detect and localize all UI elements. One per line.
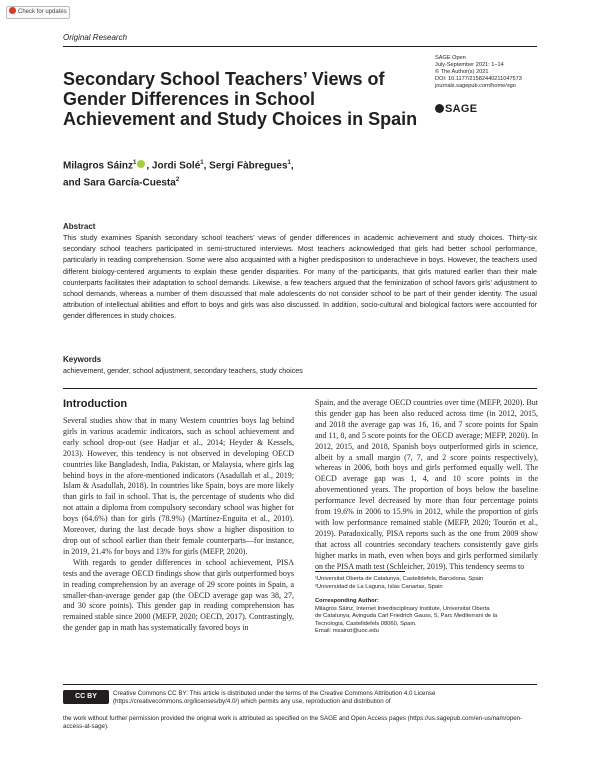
author-name[interactable]: and Sara García-Cuesta	[63, 177, 176, 189]
abstract-text: This study examines Spanish secondary school teachers’ views of gender differences in academic achievement and study choices. Thirty-six secondary school teachers participated in semi-structured interviews. Most teachers acknowledged that girls had better school performance, particularly in reading comprehension. Some were also acquainted with a higher predisposition to underachieve in boys. However, the teachers used different biology-centered arguments to explain these gender disparities. For many of the participants, that girls matured earlier than their male counterparts facilitates their adaptation to school demands. Likewise, a few teachers argued that the feminization of school favors girls’ adjustment to school demands, whereas a number of them discussed that male adolescents do not consider school to be part of their gender identity. The usual attribution of intellectual abilities and effort to boys and girls was also discussed. In addition, socio-cultural and biological factors were accounted for gender differences in study choices.	[63, 234, 537, 321]
sage-logo-icon	[435, 104, 444, 113]
affiliation-mark: 1	[200, 160, 204, 166]
section-label: Original Research	[63, 33, 128, 42]
affiliation-2: ²Universidad de La Laguna, Islas Canarias, Spain	[315, 583, 443, 590]
keywords-text: achievement, gender, school adjustment, secondary teachers, study choices	[63, 367, 303, 375]
keywords-heading: Keywords	[63, 355, 102, 364]
intro-paragraph-2: With regards to gender differences in school achievement, PISA tests and the average OECD findings show that girls outperformed boys in reading comprehension by an average of 29 score points in Spain, a smaller-than-average gender gap (the OECD average gap was 38, 27, and 30 score points). This gender gap in reading comprehension has remained stable since 2000 (MEFP, 2020; OECD, 2017). Contrastingly, the gender gap in math has systematically favored boys in	[63, 557, 294, 633]
orcid-icon[interactable]	[137, 160, 145, 168]
affiliations	[315, 576, 537, 591]
journal-meta	[435, 55, 545, 90]
affiliation-mark: 2	[175, 177, 180, 184]
meta-url[interactable]: journals.sagepub.com/home/sgo	[435, 83, 516, 89]
affiliation-mark: 1	[133, 160, 137, 166]
check-badge-label: Check for updates	[18, 9, 67, 15]
meta-issue: July-September 2021: 1–14	[435, 62, 504, 68]
author-name[interactable]: , Sergi Fàbregues	[203, 160, 288, 172]
footnote-divider	[315, 571, 405, 572]
keywords-divider	[63, 388, 537, 389]
author-name[interactable]: Milagros Sáinz	[63, 160, 134, 172]
author-list	[63, 156, 403, 191]
article-title: Secondary School Teachers’ Views of Gender Differences in School Achievement and Study Choices in Spain	[63, 69, 418, 129]
cc-by-badge[interactable]: CC BY	[63, 690, 109, 704]
right-column-text: Spain, and the average OECD countries over time (MEFP, 2020). But this gender gap has been also reduced across time (in 2012, 2015, and 2018 the average gap was 16, 16, and 7 score points for Spain and 11, 8, and 5 score points for the OECD average; MEFP, 2020). In 2012, 2015, and 2018, Spanish boys outperformed girls in science, albeit by a small margin (7, 7, and 2 score points respectively), whereas in 2006, both boys and girls performed equally well. The OECD average gap was 1, 4, and 10 score points in the abovementioned years. The proportion of boys below the baseline performance level decreased by more than four percentage points from 19.6% in 2006 to 15.9% in 2012, while the proportion of girls with low performance remained stable (MEFP, 2020; Tourón et al., 2019). Paradoxically, PISA reports such as the one from 2009 show that across all countries secondary teachers consistently gave girls higher marks in math, even when boys and girls performed similarly on the PISA math test (Schleicher, 2019). This tendency seems to	[315, 398, 538, 571]
corresponding-line: Milagros Sáinz, Internet Interdisciplinary Institute, Universitat Oberta	[315, 605, 490, 612]
affiliation-mark: 1	[287, 160, 291, 166]
header-divider	[63, 46, 537, 47]
check-icon	[9, 7, 16, 14]
meta-doi[interactable]: DOI: 10.1177/21582440211047573	[435, 76, 522, 82]
corresponding-author-heading: Corresponding Author:	[315, 598, 379, 604]
license-text-line-2: the work without further permission provided the original work is attributed as specified on the SAGE and Open Access pages (https://us.sagepub.com/en-us/nam/open-access-at-sage).	[63, 715, 523, 731]
license-divider	[63, 684, 537, 685]
check-for-updates-badge[interactable]	[6, 6, 70, 19]
corresponding-line: Tecnologia, Castelldefels 08060, Spain.	[315, 620, 417, 627]
left-column	[63, 416, 294, 634]
sage-logo-text: SAGE	[445, 103, 478, 115]
abstract-heading: Abstract	[63, 222, 96, 231]
sage-logo	[435, 103, 477, 115]
meta-copyright: © The Author(s) 2021	[435, 69, 489, 75]
corresponding-author	[315, 598, 537, 636]
author-name[interactable]: , Jordi Solé	[146, 160, 201, 172]
meta-journal: SAGE Open	[435, 55, 466, 61]
affiliation-1: ¹Universitat Oberta de Catalunya, Castelldefels, Barcelona, Spain	[315, 576, 484, 582]
license-text-line-1: Creative Commons CC BY: This article is distributed under the terms of the Creative Commons Attribution 4.0 License (https://creativecommons.org/licenses/by/4.0/) which permits any use, reproduction and distribution of	[113, 690, 436, 706]
author-separator: ,	[290, 160, 294, 172]
intro-paragraph-1: Several studies show that in many Western countries boys lag behind girls in various academic indicators, such as school achievement and early school drop-out (see Hadjar et al., 2014; Heyder & Kessels, 2013). However, this tendency is not observed in developing OECD countries like Bangladesh, India, Pakistan, or Malaysia, where girls lag behind boys in the afore-mentioned indicators (Asadullah et al., 2019; Islam & Asadullah, 2018). In countries like Spain, boys are more likely than girls to fail in school. That is, the percentage of students who did not attain a diploma from compulsory secondary school was higher for boys (64.6%) than for girls (78.9%) (Martínez-Enguita et al., 2010). Moreover, during the last decade boys show a higher disposition to drop out of school earlier than their female counterparts—for instance, in 2019, 21.4% for boys and 13% for girls (MEFP, 2020).	[63, 416, 294, 556]
introduction-heading: Introduction	[63, 398, 128, 410]
corresponding-email[interactable]: Email: msainzi@uoc.edu	[315, 628, 379, 635]
corresponding-line: de Catalunya, Avinguda Carl Friedrich Gauss, 5, Parc Mediterrani de la	[315, 613, 498, 620]
